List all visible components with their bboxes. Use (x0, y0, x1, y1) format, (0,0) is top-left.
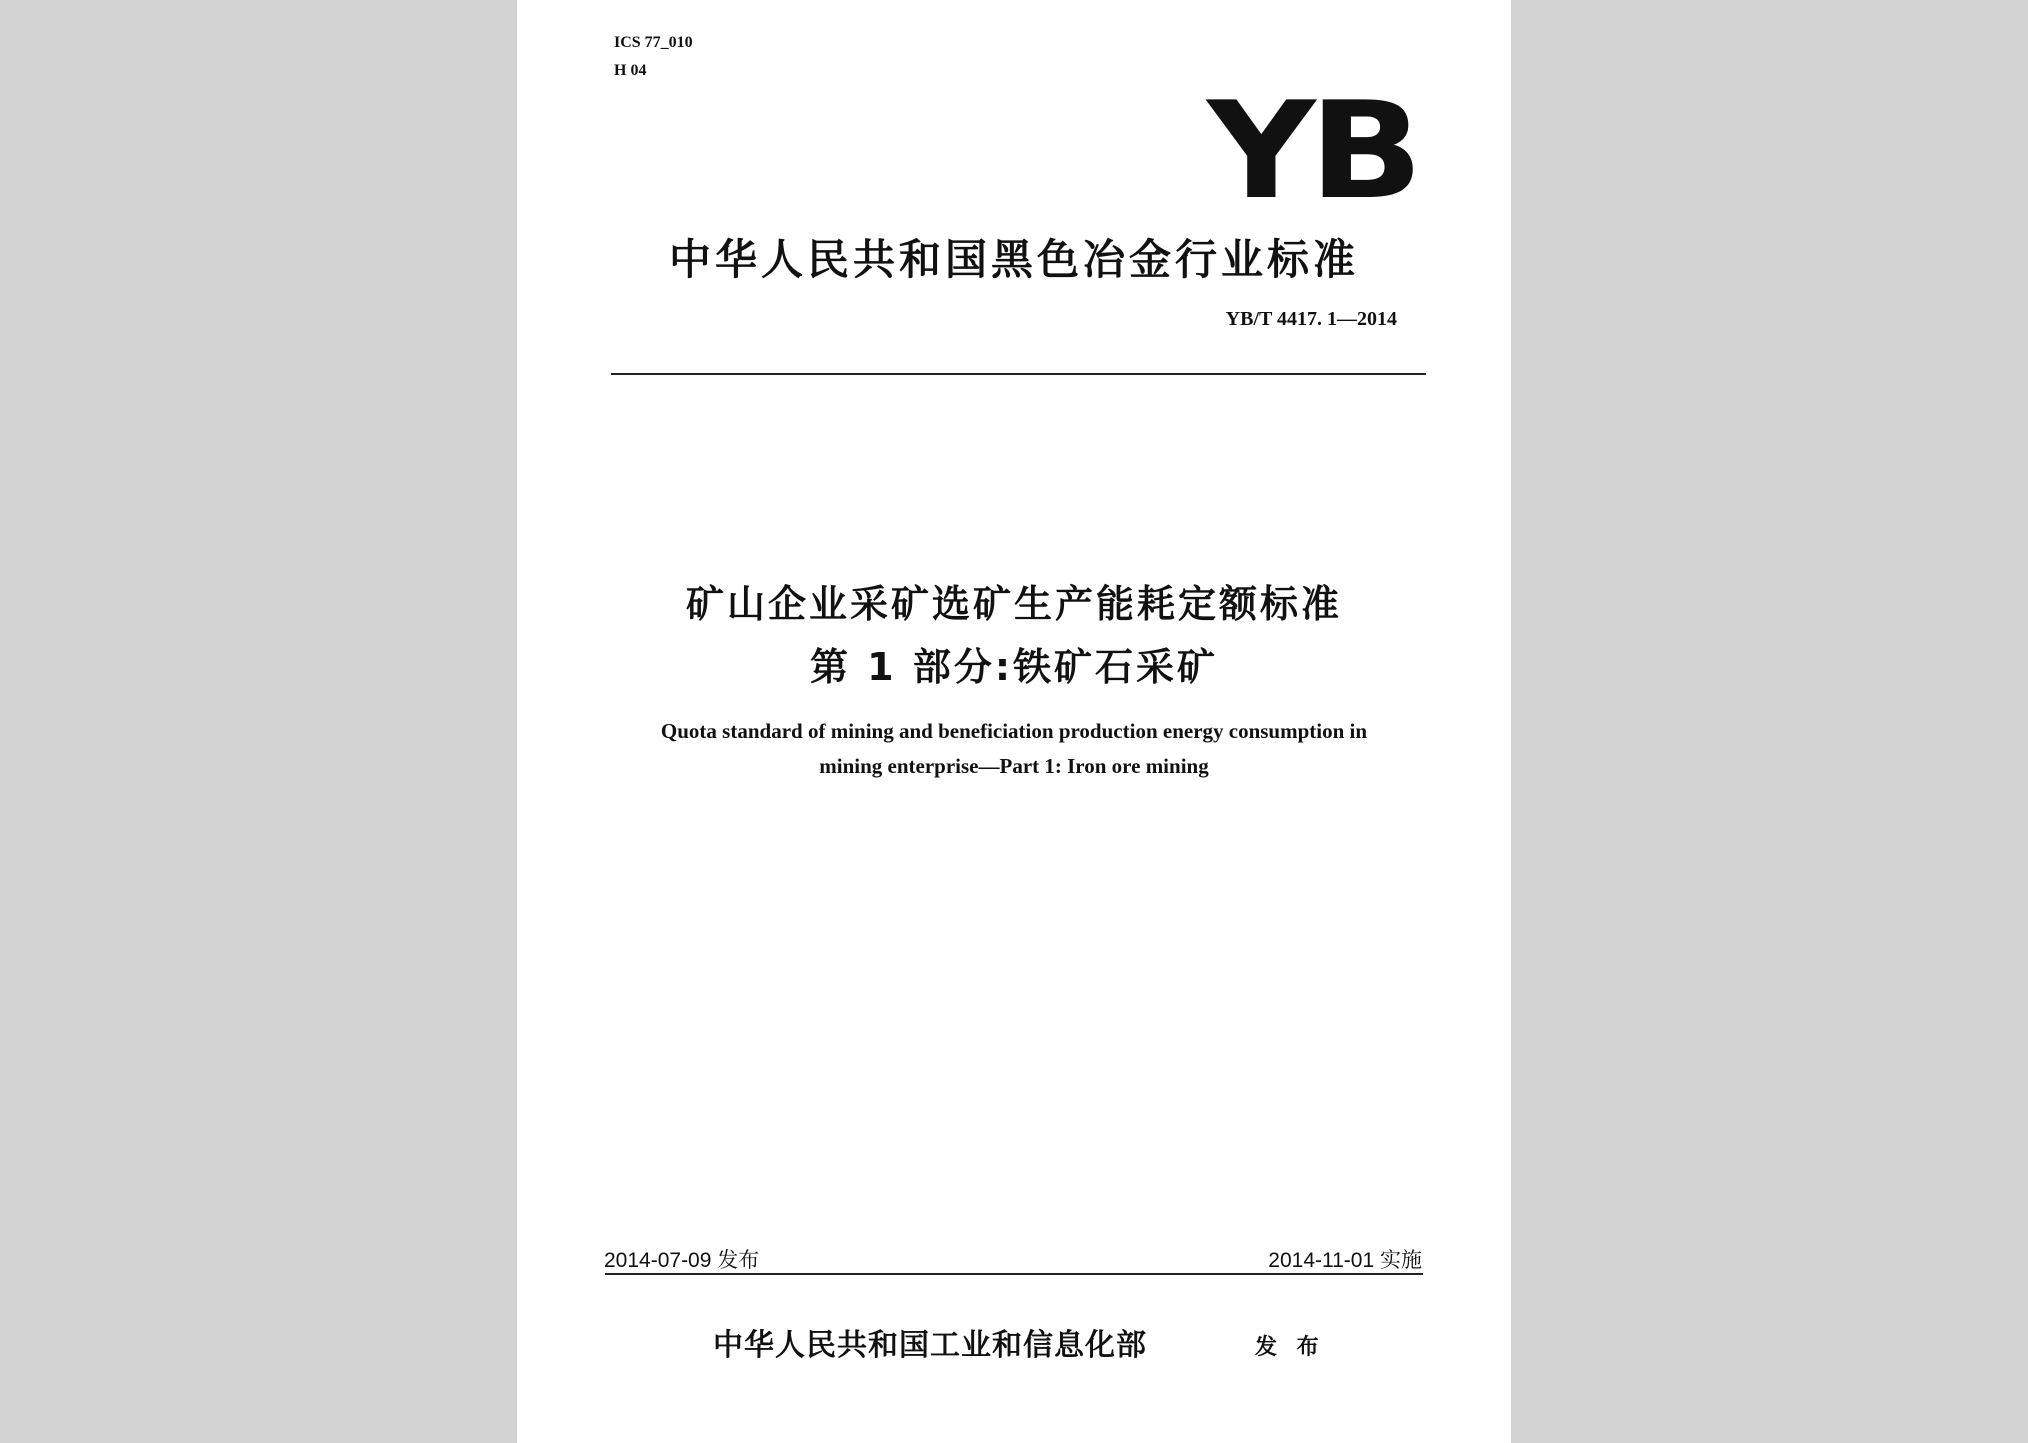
chinese-title-line-1: 矿山企业采矿选矿生产能耗定额标准 (685, 582, 1342, 626)
implementation-date: 2014-11-01 实施 (1268, 1249, 1422, 1272)
industry-standard-title: 中华人民共和国黑色冶金行业标准 (668, 235, 1359, 284)
standard-cover-page (517, 0, 1511, 1443)
chinese-title-line-2: 第 1 部分:铁矿石采矿 (809, 645, 1219, 689)
publish-label: 发 布 (1255, 1334, 1325, 1360)
date-divider (605, 1273, 1423, 1275)
ics-code: ICS 77_010 (614, 34, 693, 51)
english-title-line-2: mining enterprise—Part 1: Iron ore mining (819, 754, 1209, 778)
classification-code: H 04 (614, 62, 647, 79)
publisher-name: 中华人民共和国工业和信息化部 (713, 1328, 1147, 1363)
header-divider (611, 373, 1426, 375)
issue-date: 2014-07-09 发布 (604, 1249, 760, 1272)
yb-logo: YB (1207, 73, 1417, 229)
english-title-line-1: Quota standard of mining and beneficiation production energy consumption in (660, 719, 1368, 743)
standard-number: YB/T 4417. 1—2014 (1225, 308, 1397, 330)
